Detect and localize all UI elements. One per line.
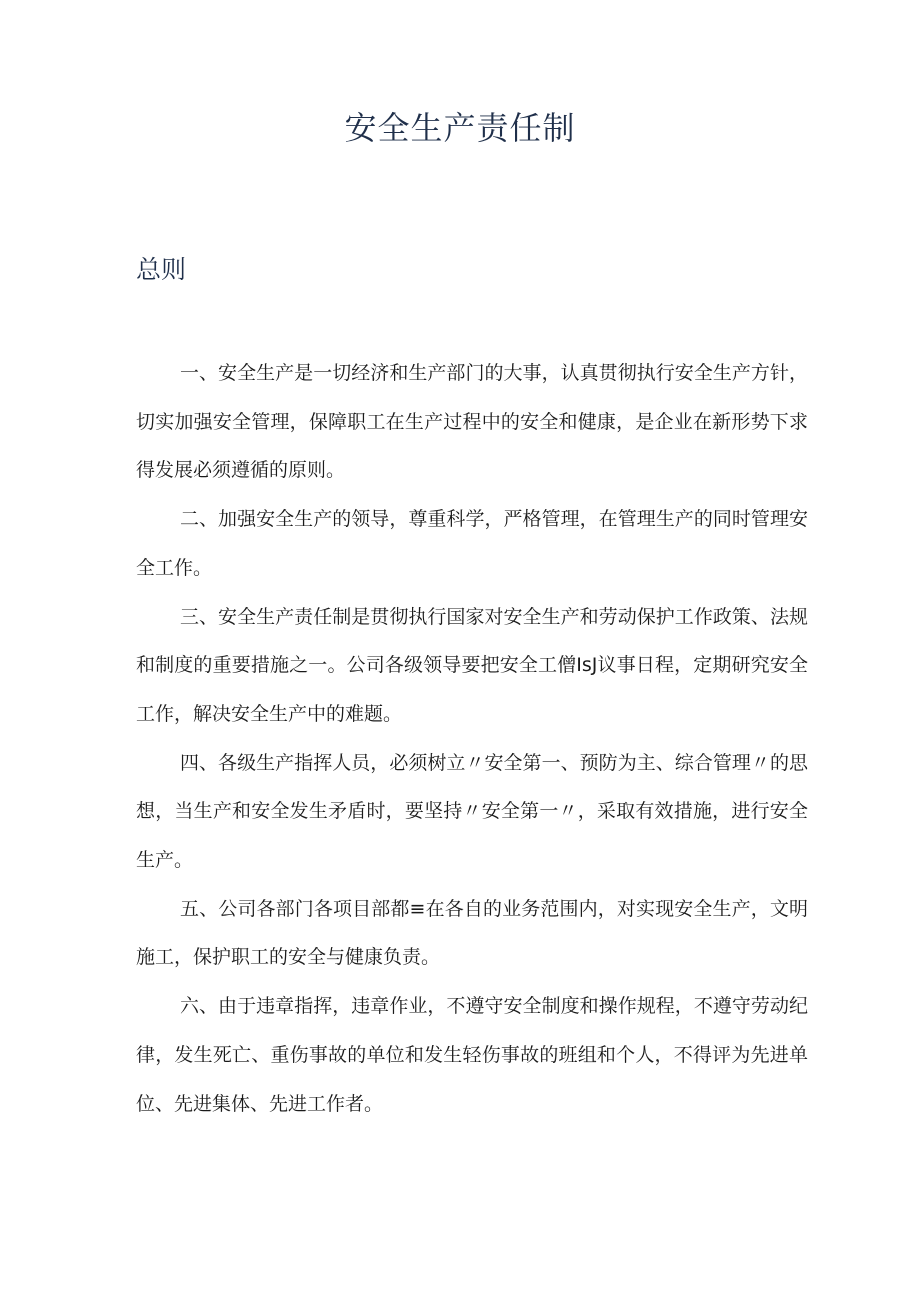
clause-1: 一、安全生产是一切经济和生产部门的大事，认真贯彻执行安全生产方针，切实加强安全管理，保障职工在生产过程中的安全和健康，是企业在新形势下求得发展必须遵循的原则。 (136, 362, 808, 482)
clause-6: 六、由于违章指挥，违章作业，不遵守安全制度和操作规程，不遵守劳动纪律，发生死亡、重伤事故的单位和发生轻伤事故的班组和个人，不得评为先进单位、先进集体、先进工作者。 (136, 995, 808, 1115)
clause-2: 二、加强安全生产的领导，尊重科学，严格管理，在管理生产的同时管理安全工作。 (136, 508, 808, 579)
document-title: 安全生产责任制 (344, 109, 576, 147)
document-body (136, 349, 808, 1128)
clause-4: 四、各级生产指挥人员，必须树立〃安全第一、预防为主、综合管理〃的思想，当生产和安全发生矛盾时，要坚持〃安全第一〃，采取有效措施，进行安全生产。 (136, 751, 808, 872)
clause-3: 三、安全生产责任制是贯彻执行国家对安全生产和劳动保护工作政策、法规和制度的重要措施之一。公司各级领导要把安全工僧IsJ议事日程，定期研究安全工作，解决安全生产中的难题。 (136, 605, 808, 725)
section-heading: 总则 (136, 255, 187, 284)
clause-5: 五、公司各部门各项目部都≡在各自的业务范围内，对实现安全生产，文明施工，保护职工的安全与健康负责。 (136, 897, 808, 969)
